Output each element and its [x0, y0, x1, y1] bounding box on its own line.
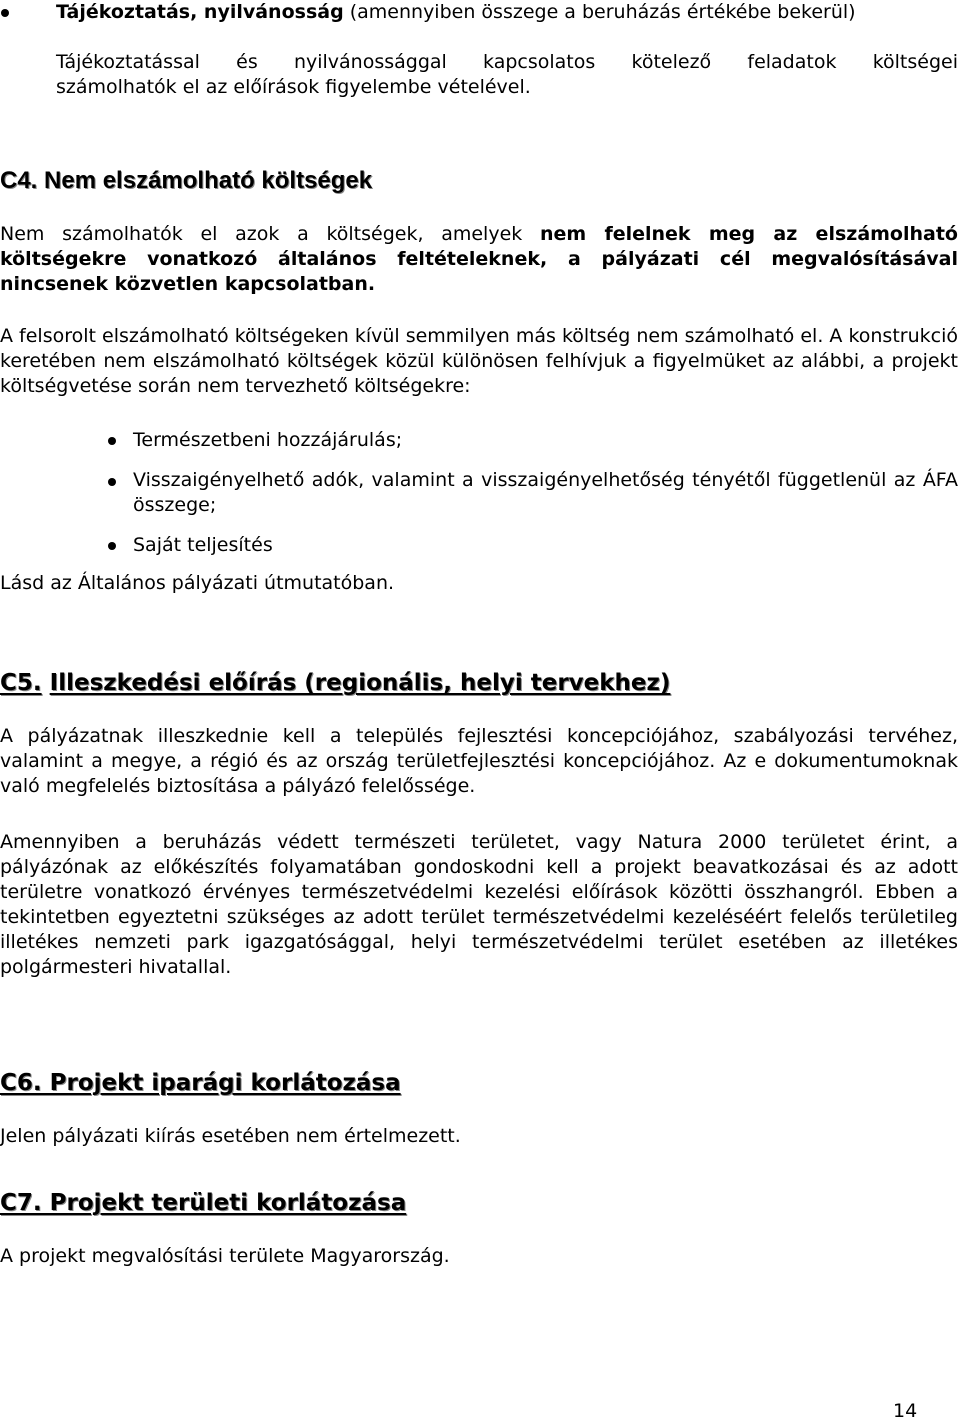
- c4-bullet-3: Saját teljesítés: [133, 534, 273, 556]
- c6-body: Jelen pályázati kiírás esetében nem értelmezett.: [0, 1125, 461, 1147]
- c5-paragraph-2: Amennyiben a beruházás védett természeti területet, vagy Natura 2000 területet érint, a pályázónak az előkészítés folyamatában gondoskodni kell a projekt beavatkozásai és az adott területre vonatkozó érvényes természetvédelmi kezelési előírások közötti összhangról. Ebben a tekintetben egyeztetni szükséges az adott terület természetvédelmi kezeléséért felelős területileg illetékes nemzeti park igazgatósággal, helyi természetvédelmi terület esetében az illetékes polgármesteri hivatallal.: [0, 831, 958, 978]
- top-item-title: [56, 0, 856, 25]
- c4-p1-bold: nem felelnek meg az elszámolható költségekre vonatkozó általános feltételeknek, a pályázati cél megvalósításával nincsenek közvetlen kapcsolatban.: [0, 223, 958, 295]
- c6-heading-text: C6. Projekt iparági korlátozása: [0, 1070, 401, 1096]
- c5-heading-number: C5.: [0, 670, 42, 696]
- c5-heading: [0, 668, 670, 698]
- bullet-dot: [108, 542, 116, 550]
- c5-heading-text: Illeszkedési előírás (regionális, helyi tervekhez): [49, 670, 671, 696]
- c4-bullet-1: Természetbeni hozzájárulás;: [133, 429, 403, 451]
- top-item-label: Tájékoztatás, nyilvánosság: [56, 1, 344, 23]
- top-item-body-line2: számolhatók el az előírások figyelembe vételével.: [56, 76, 531, 98]
- c4-paragraph-1: [0, 222, 958, 297]
- bullet-dot: [1, 9, 9, 17]
- page-number: 14: [893, 1400, 918, 1422]
- c7-body: A projekt megvalósítási területe Magyarország.: [0, 1245, 450, 1267]
- c4-p1-start: Nem számolhatók el azok a költségek, amelyek: [0, 223, 540, 245]
- bullet-dot: [108, 437, 116, 445]
- top-item-rest: (amennyiben összege a beruházás értékébe bekerül): [343, 1, 856, 23]
- c7-heading-text: C7. Projekt területi korlátozása: [0, 1190, 407, 1216]
- top-item-body-line1: Tájékoztatással és nyilvánossággal kapcsolatos kötelező feladatok költségei: [56, 51, 958, 73]
- c4-bullet-2: Visszaigényelhető adók, valamint a visszaigényelhetőség tényétől függetlenül az ÁFA összege;: [133, 469, 958, 516]
- c4-reference: Lásd az Általános pályázati útmutatóban.: [0, 572, 395, 594]
- c4-paragraph-2: A felsorolt elszámolható költségeken kívül semmilyen más költség nem számolható el. A konstrukció keretében nem elszámolható költségek közül különösen felhívjuk a figyelmüket az alábbi, a projekt költségvetése során nem tervezhető költségekre:: [0, 325, 958, 397]
- c7-heading: [0, 1188, 406, 1218]
- c4-heading: C4. Nem elszámolható költségek: [0, 167, 373, 194]
- bullet-dot: [108, 478, 116, 486]
- c5-paragraph-1: A pályázatnak illeszkednie kell a település fejlesztési koncepciójához, szabályozási tervéhez, valamint a megye, a régió és az ország területfejlesztési koncepciójához. Az e dokumentumoknak való megfelelés biztosítása a pályázó felelőssége.: [0, 725, 958, 797]
- c6-heading: [0, 1068, 401, 1098]
